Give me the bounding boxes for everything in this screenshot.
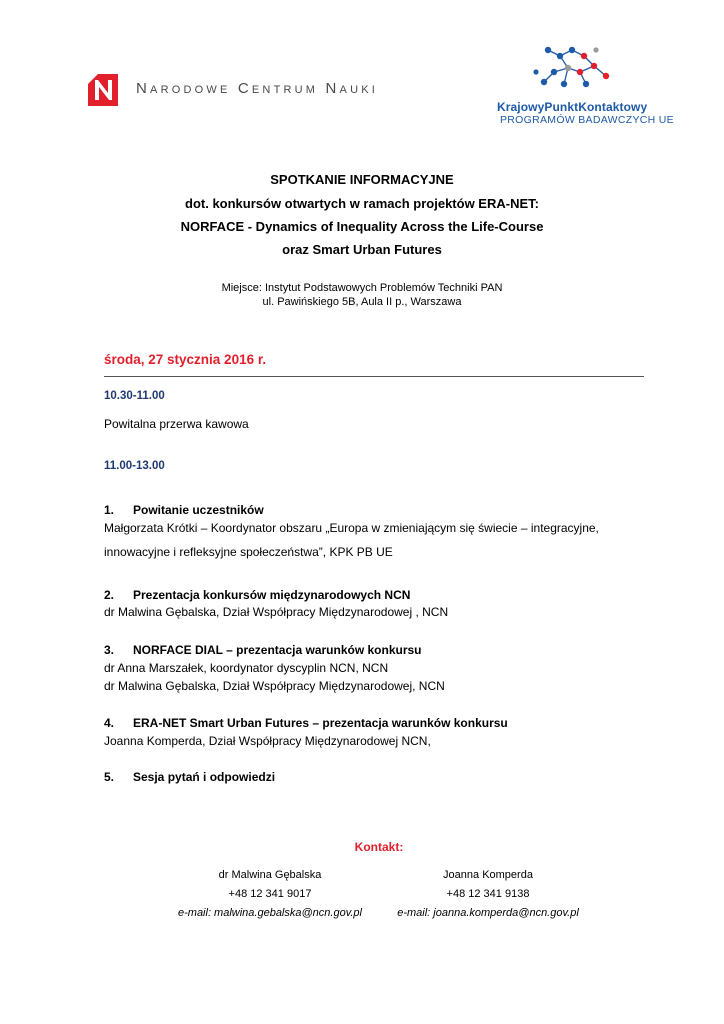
agenda-item-3: [104, 643, 422, 657]
agenda-item-1-line-2: innowacyjne i refleksyjne społeczeństwa”, KPK PB UE: [104, 545, 393, 559]
contact-email[interactable]: e-mail: malwina.gebalska@ncn.gov.pl: [178, 907, 362, 919]
contact-phone: +48 12 341 9138: [446, 888, 530, 900]
agenda-item-number: 4.: [104, 716, 115, 730]
agenda-item-title: Powitanie uczestników: [133, 503, 264, 517]
contact-phone: +48 12 341 9017: [228, 888, 312, 900]
contact-person-1: [170, 866, 370, 923]
divider: [104, 376, 644, 377]
agenda-item-title: Sesja pytań i odpowiedzi: [133, 770, 276, 784]
agenda-item-number: 2.: [104, 588, 115, 602]
agenda-item-title: Prezentacja konkursów międzynarodowych NCN: [133, 588, 411, 602]
kpk-name: KrajowyPunktKontaktowy: [497, 100, 648, 114]
venue-line-2: ul. Pawińskiego 5B, Aula II p., Warszawa: [262, 296, 462, 308]
agenda-item-3-line-1: dr Anna Marszałek, koordynator dyscyplin NCN, NCN: [104, 661, 389, 675]
agenda-item-2: [104, 588, 410, 602]
agenda-item-number: 5.: [104, 770, 115, 784]
title-line-4: oraz Smart Urban Futures: [282, 242, 442, 257]
agenda-item-title: NORFACE DIAL – prezentacja warunków konkursu: [133, 643, 422, 657]
session-1-text: Powitalna przerwa kawowa: [104, 417, 249, 431]
venue-line-1: Miejsce: Instytut Podstawowych Problemów Techniki PAN: [221, 282, 503, 294]
title-line-1: SPOTKANIE INFORMACYJNE: [270, 172, 454, 187]
agenda-item-1: [104, 503, 264, 517]
agenda-item-4: [104, 716, 508, 730]
contact-name: dr Malwina Gębalska: [218, 869, 322, 881]
org-name: Narodowe Centrum Nauki: [136, 80, 379, 97]
ncn-logo: [88, 74, 118, 106]
title-line-3: NORFACE - Dynamics of Inequality Across the Life-Course: [180, 219, 544, 234]
agenda-item-number: 3.: [104, 643, 115, 657]
event-date: środa, 27 stycznia 2016 r.: [104, 352, 267, 367]
session-1-time: 10.30-11.00: [104, 390, 165, 402]
kpk-subtitle: PROGRAMÓW BADAWCZYCH UE: [500, 114, 674, 126]
contact-person-2: [388, 866, 588, 923]
contact-name: Joanna Komperda: [443, 869, 533, 881]
session-2-time: 11.00-13.00: [104, 460, 165, 472]
contact-email[interactable]: e-mail: joanna.komperda@ncn.gov.pl: [397, 907, 579, 919]
agenda-item-2-line-1: dr Malwina Gębalska, Dział Współpracy Międzynarodowej , NCN: [104, 605, 449, 619]
contact-heading: Kontakt:: [354, 840, 404, 854]
title-line-2: dot. konkursów otwartych w ramach projektów ERA-NET:: [185, 196, 539, 211]
agenda-item-title: ERA-NET Smart Urban Futures – prezentacja warunków konkursu: [133, 716, 508, 730]
agenda-item-5: [104, 770, 275, 784]
agenda-item-number: 1.: [104, 503, 115, 517]
agenda-item-3-line-2: dr Malwina Gębalska, Dział Współpracy Międzynarodowej, NCN: [104, 679, 445, 693]
kpk-logo: [528, 42, 618, 98]
agenda-item-1-line-1: Małgorzata Krótki – Koordynator obszaru „Europa w zmieniającym się świecie – integracyjne,: [104, 521, 599, 535]
agenda-item-4-line-1: Joanna Komperda, Dział Współpracy Międzynarodowej NCN,: [104, 734, 431, 748]
